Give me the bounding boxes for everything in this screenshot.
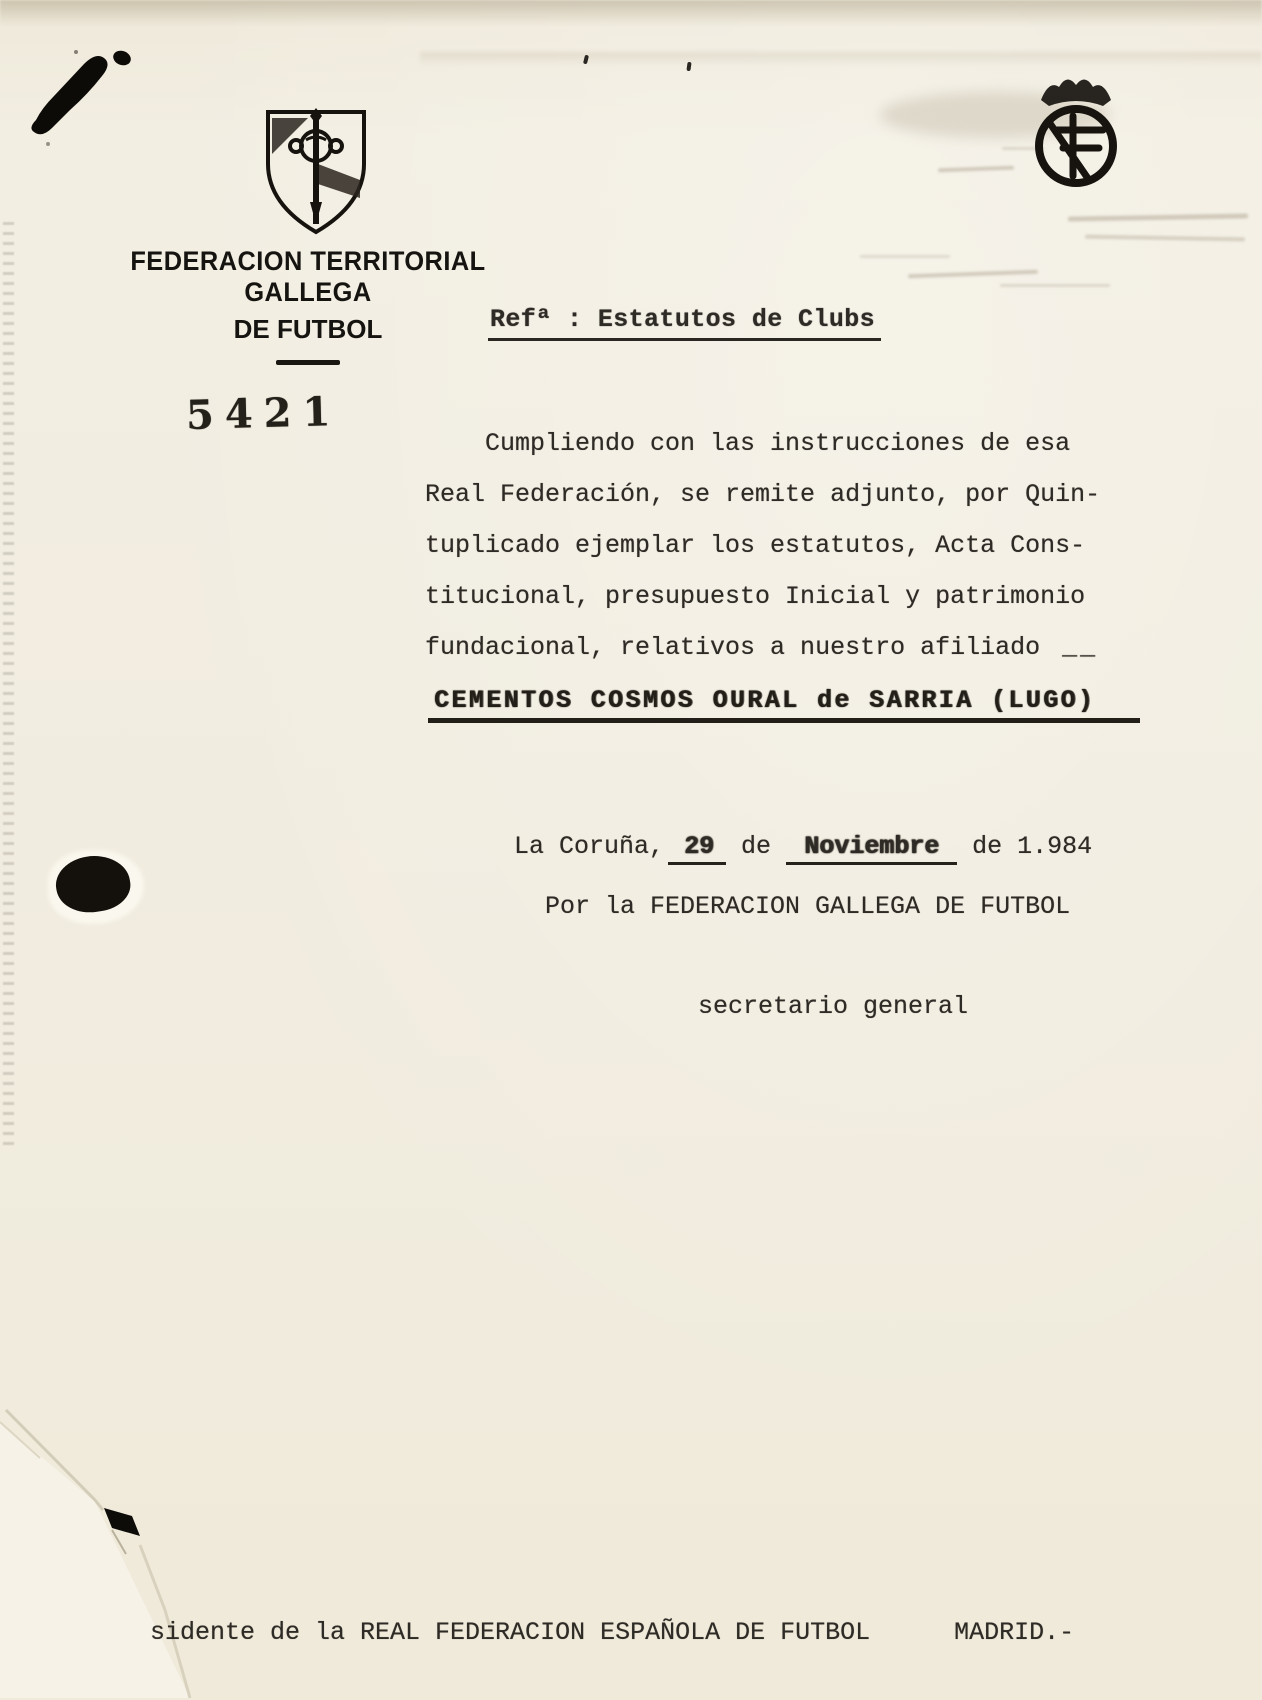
body-line <box>425 622 1145 673</box>
body-line-text: fundacional, relativos a nuestro afiliado <box>425 633 1041 662</box>
pencil-smudge <box>1085 235 1245 242</box>
org-name-line1: FEDERACION TERRITORIAL GALLEGA <box>130 246 486 307</box>
dateline-de1: de <box>726 832 787 861</box>
stray-ink-mark <box>686 62 691 71</box>
letter-body <box>425 418 1145 673</box>
body-line: Cumpliendo con las instrucciones de esa <box>425 429 1071 458</box>
dateline-place: La Coruña, <box>514 832 665 861</box>
dateline-day: 29 <box>668 832 726 865</box>
ink-streak-mark <box>18 28 158 153</box>
body-line: Real Federación, se remite adjunto, por Quin- <box>425 480 1101 509</box>
letterhead <box>78 246 538 365</box>
signature-by-line: Por la FEDERACION GALLEGA DE FUTBOL <box>545 892 1071 921</box>
pencil-smudge <box>908 270 1038 279</box>
pencil-smudge <box>1000 284 1110 287</box>
club-name: CEMENTOS COSMOS OURAL de SARRIA (LUGO) <box>434 686 1096 715</box>
club-name-underline <box>428 686 1140 723</box>
blank-fill-underscores: __ <box>1062 633 1099 662</box>
pencil-smudge <box>860 255 950 258</box>
signature-role: secretario general <box>698 992 969 1021</box>
dateline-month: Noviembre <box>786 832 957 865</box>
stamp-number: 5421 <box>185 387 342 440</box>
ink-blot <box>56 856 130 914</box>
footer-addressee-line <box>150 1618 1074 1647</box>
gallega-crest-icon <box>256 106 376 243</box>
footer-city: MADRID.- <box>954 1618 1075 1647</box>
left-edge-artifact <box>3 222 14 1152</box>
dateline <box>514 832 1092 865</box>
reference-line: Refª : Estatutos de Clubs <box>488 305 881 341</box>
scan-edge-shadow <box>0 0 1262 26</box>
org-name-line2: DE FUTBOL <box>233 314 383 344</box>
footer-addressee: sidente de la REAL FEDERACION ESPAÑOLA DE FUTBOL <box>150 1618 871 1647</box>
body-line: tuplicado ejemplar los estatutos, Acta Cons- <box>425 531 1086 560</box>
footer-gap <box>870 1618 954 1647</box>
letterhead-rule <box>276 360 340 365</box>
pencil-smudge <box>938 166 1014 173</box>
scan-smudge-band <box>420 52 1262 66</box>
rfef-crown-emblem-icon <box>1023 70 1127 199</box>
dateline-year: de 1.984 <box>957 832 1093 861</box>
body-line: titucional, presupuesto Inicial y patrimonio <box>425 582 1086 611</box>
pencil-smudge <box>1068 213 1248 221</box>
